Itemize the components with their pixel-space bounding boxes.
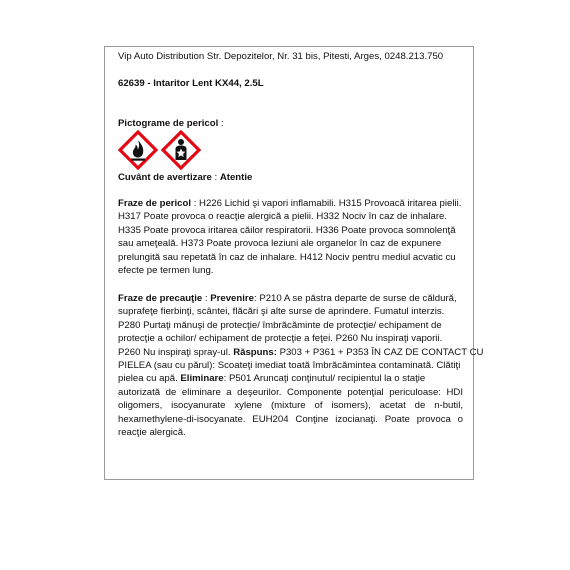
precaution-colon: : <box>202 293 211 304</box>
precaution-line: suprafeţe fierbinţi, scântei, flăcări şi alte surse de aprindere. Fumatul interzis. <box>118 306 445 318</box>
health-hazard-icon <box>161 130 201 170</box>
pictograms-colon: : <box>218 118 224 129</box>
prevention-label: Prevenire <box>210 293 254 304</box>
precaution-line: P280 Purtaţi mănuşi de protecţie/ îmbrăcăminte de protecţie/ echipament de <box>118 319 442 331</box>
disposal-text: : P501 Aruncaţi conţinutul/ recipientul la o staţie <box>223 373 426 385</box>
hazard-line: H335 Poate provoca iritarea căilor respiratorii. H336 Poate provoca somnolenţă <box>118 224 456 236</box>
pictograms-title: Pictograme de pericol <box>118 118 219 129</box>
response-pre-text: P260 Nu inspiraţi spray-ul. <box>118 346 234 358</box>
hazard-line: efecte pe termen lung. <box>118 265 214 277</box>
hazard-label: Fraze de pericol <box>118 198 192 209</box>
disposal-label: Eliminare <box>180 373 224 385</box>
response-line <box>118 346 484 359</box>
hazard-line: prelungită sau repetată în caz de inhalare. H412 Nociv pentru mediul acvatic cu <box>118 251 456 263</box>
product-label <box>104 46 484 480</box>
hazard-colon: : <box>191 198 200 209</box>
precaution-line: hexamethylene-di-isocyanate. EUH204 Conţine izocianaţi. Poate provoca o <box>118 413 463 425</box>
supplier-line: Vip Auto Distribution Str. Depozitelor, Nr. 31 bis, Pitesti, Arges, 0248.213.750 <box>118 51 444 62</box>
precaution-line: autorizată de eliminare a deşeurilor. Componente potenţial periculoase: HDI <box>118 386 463 398</box>
disposal-line <box>118 372 463 385</box>
hazard-line-1 <box>118 197 463 210</box>
precaution-line: protecţie a ochilor/ echipament de protecţie a feţei. P260 Nu inspiraţi vaporii. <box>118 333 443 345</box>
signal-word-line <box>118 171 463 184</box>
response-text: P303 + P361 + P353 ÎN CAZ DE CONTACT CU <box>276 346 484 358</box>
flame-icon <box>118 130 158 170</box>
disposal-pre-text: pielea cu apă. <box>118 373 181 385</box>
signal-word: Atentie <box>219 172 253 183</box>
precaution-line: PIELEA (sau cu părul): Scoateţi imediat toată îmbrăcămintea contaminată. Clătiţi <box>118 360 461 372</box>
product-title: 62639 - Intaritor Lent KX44, 2.5L <box>118 78 264 89</box>
signal-label: Cuvânt de avertizare <box>118 172 212 183</box>
hazard-statements <box>118 197 463 277</box>
pictogram-row <box>118 130 201 170</box>
prevention-text: : P210 A se păstra departe de surse de căldură, <box>253 293 457 304</box>
precaution-last-line: reacţie alergică. <box>118 427 186 439</box>
signal-colon: : <box>211 172 220 183</box>
precaution-line-1 <box>118 292 463 305</box>
pictograms-heading <box>118 117 463 130</box>
hazard-line: H317 Poate provoca o reacţie alergică a pielii. H332 Nociv în caz de inhalare. <box>118 211 448 223</box>
hazard-line: sau ameţeală. H373 Poate provoca leziuni ale organelor în caz de expunere <box>118 238 442 250</box>
hazard-text: H226 Lichid şi vapori inflamabili. H315 Provoacă iritarea pielii. <box>199 198 462 209</box>
precaution-label: Fraze de precauţie <box>118 293 203 304</box>
precautionary-statements <box>118 292 484 439</box>
precaution-line: oligomers, isocyanurate xylene (mixture of isomers), acetat de n-butil, <box>118 400 463 412</box>
response-label: Răspuns: <box>233 346 277 358</box>
